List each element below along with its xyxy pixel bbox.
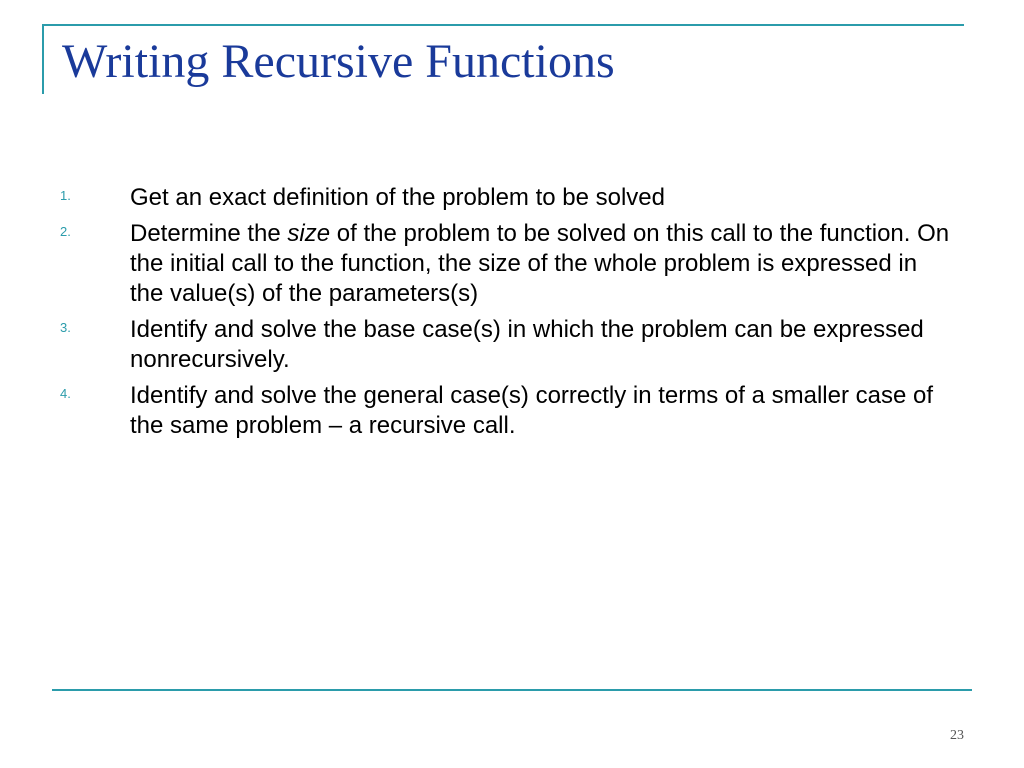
- list-item-1: [60, 183, 950, 213]
- list-item-text: Get an exact definition of the problem to be solved: [130, 184, 665, 211]
- footer-rule: [52, 689, 972, 691]
- list-item-text: Determine the: [130, 220, 288, 247]
- list-item-emphasis: size: [287, 220, 331, 247]
- list-item-text-after: of the problem to be solved on this call to the function. On the initial call to the function, the size of the whole problem is expressed in the value(s) of the parameters(s): [130, 220, 950, 307]
- numbered-list: [60, 183, 950, 447]
- list-item-number: 1.: [60, 188, 71, 203]
- list-item-4: [60, 381, 950, 441]
- list-item-number: 3.: [60, 320, 71, 335]
- frame-top-rule: [42, 24, 964, 26]
- frame-left-rule: [42, 24, 44, 94]
- list-item-number: 4.: [60, 386, 71, 401]
- list-item-number: 2.: [60, 224, 71, 239]
- list-item-2: [60, 219, 950, 309]
- list-item-3: [60, 315, 950, 375]
- list-item-text: Identify and solve the base case(s) in which the problem can be expressed nonrecursively.: [130, 316, 924, 373]
- slide-title: Writing Recursive Functions: [62, 35, 615, 88]
- list-item-text: Identify and solve the general case(s) correctly in terms of a smaller case of the same problem – a recursive call.: [130, 382, 934, 439]
- page-number: 23: [950, 728, 964, 743]
